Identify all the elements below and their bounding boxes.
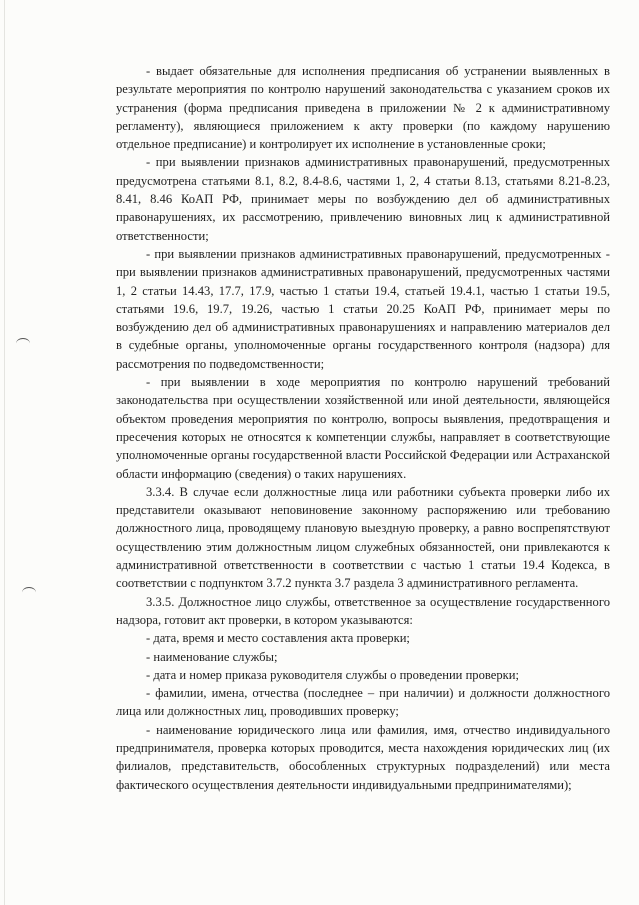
document-body — [116, 62, 610, 794]
paragraph-admin-offences-2: - при выявлении признаков административных правонарушений, предусмотренных - при выявлении признаков административных правонарушений, предусмотренных частями 1, 2 статьи 14.43, 17.7, 17.9, частью 1 статьи 19.4, статьей 19.4.1, частью 1 статьи 19.5, статьями 19.6, 19.7, 19.26, частью 1 статьи 20.25 КоАП РФ, принимает меры по возбуждению дел об административных правонарушениях и направлению материалов дел в судебные органы, уполномоченные органы государственного контроля (надзора) для рассмотрения по подведомственности; — [116, 246, 610, 371]
paragraph-other-violations: - при выявлении в ходе мероприятия по контролю нарушений требований законодательства при осуществлении хозяйственной или иной деятельности, являющейся объектом проведения мероприятия по контролю, вопросы выявления, предотвращения и пресечения которых не относятся к компетенции службы, направляет в соответствующие уполномоченные органы государственной власти Российской Федерации или Астраханской области информацию (сведения) о таких нарушениях. — [116, 375, 610, 481]
margin-mark-upper — [16, 338, 30, 349]
paragraph-3-3-5: 3.3.5. Должностное лицо службы, ответственное за осуществление государственного надзора, готовит акт проверки, в котором указываются: — [116, 594, 610, 627]
scan-edge — [4, 0, 5, 905]
list-item-service-name: - наименование службы; — [146, 649, 278, 664]
list-item-order-number: - дата и номер приказа руководителя службы о проведении проверки; — [146, 667, 520, 682]
paragraph-3-3-4: 3.3.4. В случае если должностные лица или работники субъекта проверки либо их представители оказывают неповиновение законному распоряжению или требованию должностного лица, проводящему плановую выездную проверку, а равно воспрепятствуют осуществлению этим должностным лицом служебных обязанностей, они привлекаются к административной ответственности в соответствии с частью 1 статьи 19.4 Кодекса, в соответствии с подпунктом 3.7.2 пункта 3.7 раздела 3 административного регламента. — [116, 484, 610, 591]
list-item-entity-name: - наименование юридического лица или фамилия, имя, отчество индивидуального предпринимателя, проверка которых проводится, места нахождения юридических лиц (их филиалов, представительств, обособленных структурных подразделений) или места фактического осуществления деятельности индивидуальными предпринимателями); — [116, 722, 610, 792]
paragraph-issue-orders: - выдает обязательные для исполнения предписания об устранении выявленных в результате мероприятия по контролю нарушений законодательства с указанием сроков их устранения (форма предписания приведена в приложении № 2 к административному регламенту), являющиеся приложением к акту проверки (по каждому нарушению отдельное предписание) и контролирует их исполнение в установленные сроки; — [116, 64, 610, 152]
margin-mark-lower — [22, 587, 36, 598]
list-item-inspector-names: - фамилии, имена, отчества (последнее – при наличии) и должности должностного лица или должностных лиц, проводивших проверку; — [116, 686, 610, 719]
list-item-act-date: - дата, время и место составления акта проверки; — [146, 631, 410, 646]
paragraph-admin-offences-1: - при выявлении признаков административных правонарушений, предусмотренных предусмотрена статьями 8.1, 8.2, 8.4-8.6, частями 1, 2, 4 статьи 8.13, статьями 8.21-8.23, 8.41, 8.46 КоАП РФ, принимает меры по возбуждению дел об административных правонарушениях, их рассмотрению, привлечению виновных лиц к административной ответственности; — [116, 155, 610, 243]
